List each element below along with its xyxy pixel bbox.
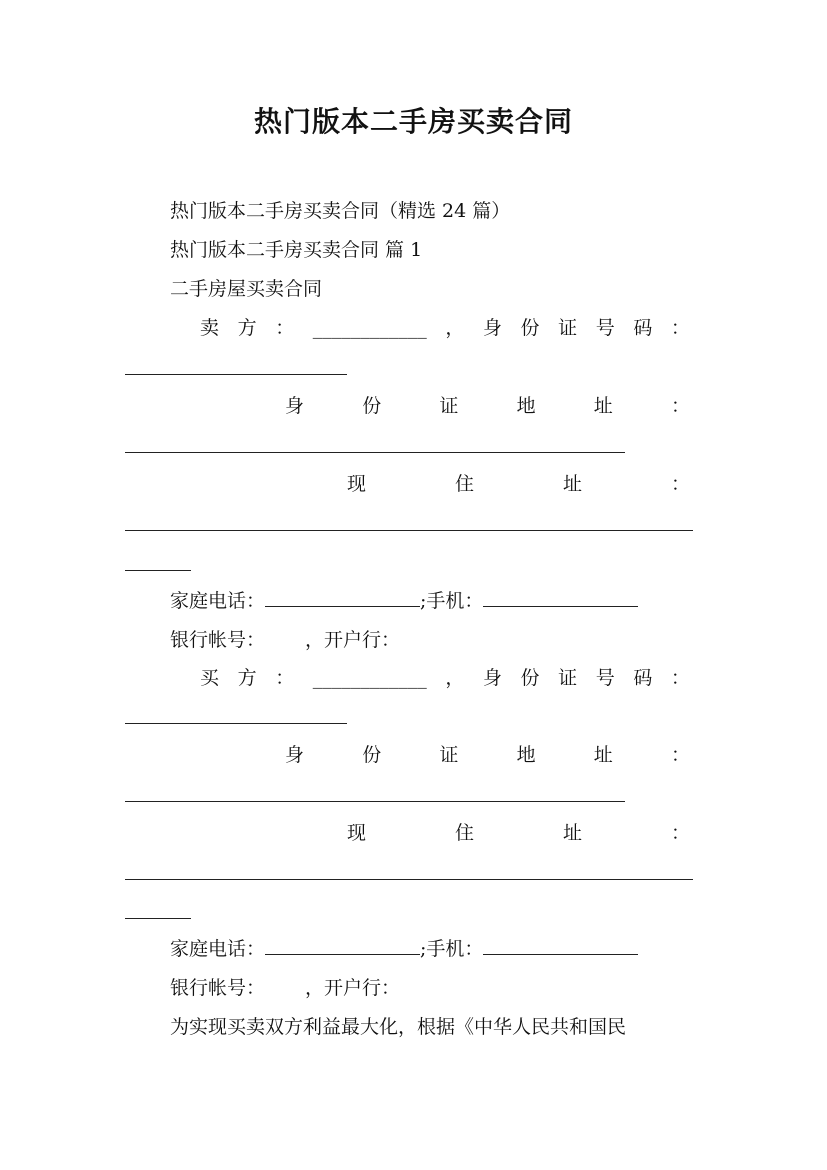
buyer-current-address-blank	[125, 879, 693, 880]
current-address-char: 现	[347, 473, 367, 495]
buyer-address-row	[285, 741, 690, 769]
seller-label-char: 卖	[200, 317, 220, 339]
seller-address-row	[285, 392, 690, 420]
current-address-char: 址	[562, 473, 582, 495]
colon: ：	[275, 667, 295, 689]
id-label-char: 码	[633, 317, 653, 339]
phone-label: 家庭电话：	[170, 590, 266, 612]
buyer-address-blank	[125, 801, 625, 802]
address-label-char: 证	[439, 395, 459, 417]
id-label-char: 身	[482, 317, 502, 339]
buyer-id-blank	[125, 723, 347, 724]
current-address-char: 住	[454, 822, 474, 844]
seller-current-address-blank-cont	[125, 570, 191, 571]
current-address-char: 住	[454, 473, 474, 495]
address-label-char: 份	[362, 395, 382, 417]
address-label-char: 址	[593, 395, 613, 417]
mobile-label: ;手机：	[420, 590, 484, 612]
section-heading: 热门版本二手房买卖合同 篇 1	[170, 239, 423, 261]
address-label-char: 址	[593, 744, 613, 766]
comma: ，	[445, 667, 465, 689]
colon: ：	[670, 744, 690, 766]
mobile-label: ;手机：	[420, 938, 484, 960]
id-label-char: 证	[558, 667, 578, 689]
buyer-phone-row	[170, 935, 700, 963]
mobile-blank	[483, 936, 638, 955]
colon: ：	[670, 667, 690, 689]
address-label-char: 证	[439, 744, 459, 766]
phone-label: 家庭电话：	[170, 938, 266, 960]
seller-bank-row	[170, 626, 700, 654]
buyer-label-char: 买	[200, 667, 220, 689]
bank-label: 银行帐号：	[170, 977, 266, 999]
id-label-char: 码	[633, 667, 653, 689]
buyer-label-char: 方	[237, 667, 257, 689]
colon: ：	[275, 317, 295, 339]
colon: ：	[670, 822, 690, 844]
seller-current-address-blank	[125, 530, 693, 531]
id-label-char: 份	[520, 317, 540, 339]
address-label-char: 地	[516, 395, 536, 417]
bank-label: 银行帐号：	[170, 629, 266, 651]
phone-blank	[265, 588, 420, 607]
comma: ，	[445, 317, 465, 339]
phone-blank	[265, 936, 420, 955]
colon: ：	[670, 395, 690, 417]
seller-label-char: 方	[237, 317, 257, 339]
buyer-name-blank: ____________	[312, 667, 427, 689]
intro-line: 热门版本二手房买卖合同（精选 24 篇）	[170, 200, 511, 222]
buyer-id-row	[200, 664, 690, 692]
current-address-char: 址	[562, 822, 582, 844]
id-label-char: 份	[520, 667, 540, 689]
address-label-char: 身	[285, 395, 305, 417]
document-title: 热门版本二手房买卖合同	[253, 105, 573, 138]
current-address-char: 现	[347, 822, 367, 844]
seller-id-blank	[125, 374, 347, 375]
bank-open-label: ，开户行：	[305, 977, 401, 999]
id-label-char: 号	[595, 317, 615, 339]
bank-open-label: ，开户行：	[305, 629, 401, 651]
contract-name: 二手房屋买卖合同	[170, 278, 323, 300]
id-label-char: 身	[482, 667, 502, 689]
colon: ：	[670, 317, 690, 339]
address-label-char: 地	[516, 744, 536, 766]
seller-phone-row	[170, 587, 700, 615]
seller-id-row	[200, 314, 690, 342]
buyer-current-address-row	[347, 819, 690, 847]
colon: ：	[670, 473, 690, 495]
buyer-bank-row	[170, 974, 700, 1002]
seller-name-blank: ____________	[312, 317, 427, 339]
buyer-current-address-blank-cont	[125, 918, 191, 919]
mobile-blank	[483, 588, 638, 607]
seller-current-address-row	[347, 470, 690, 498]
id-label-char: 证	[558, 317, 578, 339]
closing-paragraph: 为实现买卖双方利益最大化，根据《中华人民共和国民	[170, 1016, 627, 1038]
seller-address-blank	[125, 452, 625, 453]
address-label-char: 身	[285, 744, 305, 766]
id-label-char: 号	[595, 667, 615, 689]
address-label-char: 份	[362, 744, 382, 766]
